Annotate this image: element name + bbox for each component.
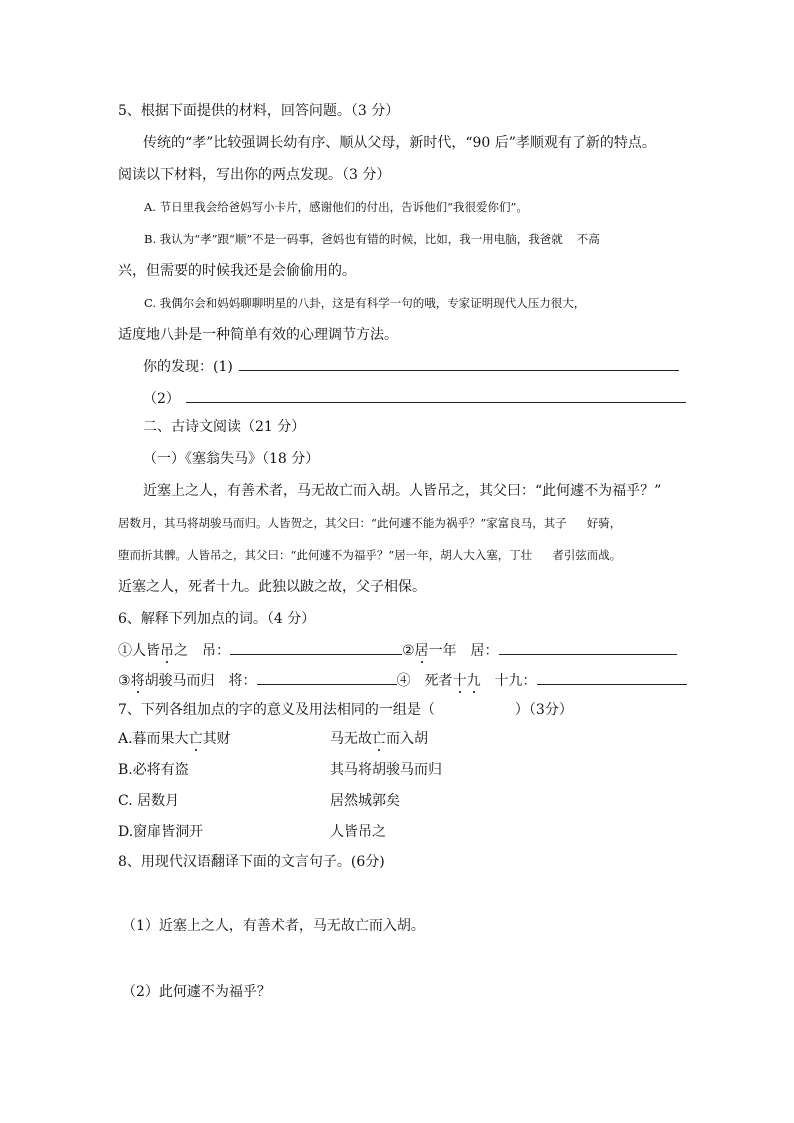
q7-title <box>118 700 573 719</box>
q5-title: 5、根据下面提供的材料，回答问题。（3 分） <box>118 103 400 119</box>
q7-c-left-pre: C. <box>118 793 138 809</box>
q7-b-right-post: 胡骏马而归 <box>372 762 442 778</box>
q7-a-right-post: 而入胡 <box>386 731 428 747</box>
q5-findings-2 <box>143 388 686 408</box>
q7-option-c-left <box>118 792 179 810</box>
q5-intro-line2: 阅读以下材料，写出你的两点发现。（3 分） <box>118 167 391 183</box>
findings-answer-1-blank[interactable] <box>239 356 679 371</box>
q5-item-b-line2: 兴，但需要的时候我还是会偷偷用的。 <box>118 263 356 279</box>
q5-item-c-line2: 适度地八卦是一种简单有效的心理调节方法。 <box>118 327 398 343</box>
q7-title-end: ）（3分） <box>514 702 573 718</box>
q6-item2-blank[interactable] <box>499 640 677 655</box>
q7-option-b-right <box>330 761 442 779</box>
q5-findings-1 <box>143 356 679 376</box>
q7-a-left-pre: A.暮而果大 <box>118 731 189 747</box>
passage-line3 <box>118 546 621 564</box>
q7-b-left-dotted: 将 <box>146 762 161 778</box>
q5-item-a: A. 节日里我会给爸妈写小卡片，感谢他们的付出，告诉他们“我很爱你们”。 <box>144 200 528 214</box>
passage-line1: 近塞上之人，有善术者，马无故亡而入胡。人皆吊之，其父曰：“此何遽不为福乎？” <box>143 483 662 499</box>
findings-label-2: （2） <box>143 391 180 407</box>
passage-line2-tail: 好骑， <box>586 516 622 530</box>
q6-item2-pre: ② <box>402 643 415 659</box>
q7-b-right-dotted: 将 <box>358 762 372 778</box>
q6-item2-dotted: 居 <box>414 643 429 659</box>
q8-sentence-2: （2）此何遽不为福乎？ <box>122 984 271 1000</box>
passage-line4: 近塞之人，死者十九。此独以跛之故，父子相保。 <box>118 579 426 595</box>
findings-label: 你的发现：(1) <box>143 359 233 375</box>
q7-d-left-post: 洞开 <box>175 824 204 840</box>
q6-item4-post: 十九： <box>480 673 537 689</box>
q6-title: 6、解释下列加点的词。（4 分） <box>118 611 316 627</box>
passage-line2-text: 居数月，其马将胡骏马而归。人皆贺之，其父曰：“此何遽不能为祸乎？”家富良马，其子 <box>118 516 567 530</box>
q6-item3-dotted: 将 <box>130 673 145 689</box>
q6-item4-blank[interactable] <box>537 670 687 685</box>
q7-option-b-left <box>118 761 189 779</box>
section2-title: 二、古诗文阅读（21 分） <box>143 419 306 435</box>
q7-option-a-left <box>118 730 231 748</box>
q7-a-right-dotted: 亡 <box>372 731 386 747</box>
q5-item-c-line1: C. 我偶尔会和妈妈聊聊明星的八卦，这是有科学一句的哦，专家证明现代人压力很大， <box>144 296 586 310</box>
q7-c-left-post: 数月 <box>151 793 180 809</box>
q7-b-right-pre: 其马 <box>330 762 358 778</box>
q7-b-left-pre: B.必 <box>118 762 147 778</box>
q6-item1-blank[interactable] <box>230 640 402 655</box>
q6-item1-pre: ①人皆 <box>118 643 160 659</box>
q8-sentence-1: （1）近塞上之人，有善术者，马无故亡而入胡。 <box>122 918 425 934</box>
q7-a-right-pre: 马无故 <box>330 731 372 747</box>
q6-item1-post: 之 吊： <box>174 643 230 659</box>
q7-c-right-dotted: 居 <box>330 793 344 809</box>
q7-option-a-right <box>330 730 428 748</box>
q7-d-left-dotted: 皆 <box>161 824 176 840</box>
q7-title-text: 7、下列各组加点的字的意义及用法相同的一组是（ <box>118 702 435 718</box>
passage-line3-text: 堕而折其髀。人皆吊之，其父曰：“此何遽不为福乎？”居一年，胡人大入塞，丁壮 <box>118 548 533 562</box>
section2-subtitle: （一）《塞翁失马》（18 分） <box>143 451 320 467</box>
q7-d-right-dotted: 皆 <box>344 824 358 840</box>
q5-item-b-text: B. 我认为“孝”跟“顺”不是一码事，爸妈也有错的时候，比如，我一用电脑，我爸就 <box>144 232 563 246</box>
passage-line3-tail: 者引弦而战。 <box>552 548 622 562</box>
q7-a-left-dotted: 亡 <box>188 731 203 747</box>
q7-d-right-post: 吊之 <box>358 824 386 840</box>
q5-item-b-tail: 不高 <box>576 232 600 246</box>
q7-option-c-right <box>330 792 400 810</box>
q7-d-left-pre: D.窗扉 <box>118 824 162 840</box>
q6-item3-blank[interactable] <box>257 670 397 685</box>
q8-title: 8、用现代汉语翻译下面的文言句子。(6分) <box>118 854 385 870</box>
q7-option-d-right <box>330 823 386 841</box>
q7-d-right-pre: 人 <box>330 824 344 840</box>
q7-c-left-dotted: 居 <box>137 793 152 809</box>
q6-item2-post: 一年 居： <box>428 643 499 659</box>
q6-item4-dotted-2: 九 <box>466 673 481 689</box>
q7-b-left-post: 有盗 <box>160 762 189 778</box>
findings-answer-2-blank[interactable] <box>186 388 686 403</box>
q7-option-d-left <box>118 823 203 841</box>
q6-item1-dotted: 吊 <box>160 643 174 659</box>
q6-item3-pre: ③ <box>118 673 131 689</box>
passage-line2 <box>118 514 621 532</box>
q6-row2 <box>118 670 687 690</box>
q7-a-left-post: 其财 <box>202 731 231 747</box>
q7-answer-blank[interactable] <box>435 700 515 714</box>
q6-item3-post: 胡骏马而归 将： <box>144 673 257 689</box>
q5-item-b-line1 <box>144 230 600 248</box>
q7-c-right-post: 然城郭矣 <box>344 793 400 809</box>
q6-row1 <box>118 640 677 660</box>
q5-intro-line1: 传统的“孝”比较强调长幼有序、顺从父母，新时代，“90 后”孝顺观有了新的特点。 <box>143 135 656 151</box>
q6-item4-pre: ④ 死者 <box>396 673 453 689</box>
q6-item4-dotted-1: 十 <box>452 673 467 689</box>
